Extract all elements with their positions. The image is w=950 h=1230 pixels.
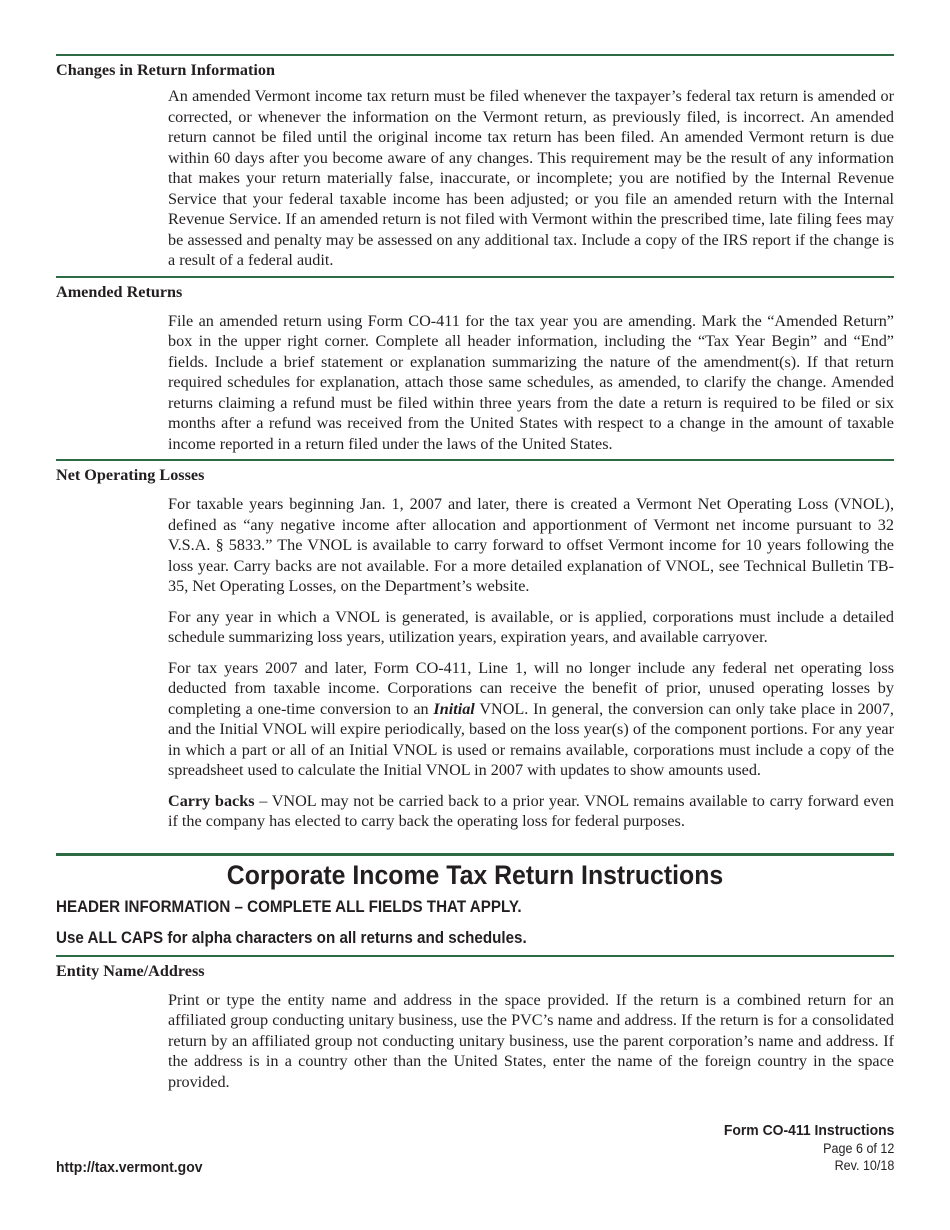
changes-paragraph: An amended Vermont income tax return must be filed whenever the taxpayer’s federal tax return is amended or corrected, or whenever the information on the Vermont return, as previously filed, is incorrect. An amended return cannot be filed until the original income tax return has been filed. An amended Vermont return is due within 60 days after you become aware of any changes. This requirement may be the result of any information that makes your return materially false, inaccurate, or incomplete; you are notified by the Internal Revenue Service that your federal taxable income has been adjusted; or you file an amended return with the Internal Revenue Service. If an amended return is not filed with Vermont within the prescribed time, late filing fees may be assessed and penalty may be assessed on any additional tax. Include a copy of the IRS report if the change is a result of a federal audit. xyxy=(168,87,894,269)
section-divider xyxy=(56,54,894,56)
section-divider xyxy=(56,955,894,957)
carry-backs-lead: Carry backs xyxy=(168,791,255,810)
changes-heading: Changes in Return Information xyxy=(56,61,275,79)
section-divider xyxy=(56,276,894,278)
form-title: Form CO-411 Instructions xyxy=(723,1122,894,1139)
page-number: Page 6 of 12 xyxy=(822,1141,894,1156)
nol-paragraph-3 xyxy=(168,658,894,781)
carry-backs-text: – VNOL may not be carried back to a prior year. VNOL remains available to carry forward even if the company has elected to carry back the operating loss for federal purposes. xyxy=(168,791,894,830)
nol-p3-text-end: VNOL. In general, the conversion can only take place in 2007, and the Initial VNOL will expire periodically, based on the loss year(s) of the component portions. For any year in which a part or all of an Initial VNOL is used or remains available, corporations must include a copy of the spreadsheet used to calculate the Initial VNOL in 2007 with updates to show amounts used. xyxy=(168,699,894,779)
page-footer-right xyxy=(711,1121,894,1174)
nol-body xyxy=(168,494,894,832)
revision-date: Rev. 10/18 xyxy=(834,1158,894,1173)
nol-paragraph-2: For any year in which a VNOL is generated, is available, or is applied, corporations must include a detailed schedule summarizing loss years, utilization years, expiration years, and available carryover. xyxy=(168,607,894,646)
amended-body xyxy=(168,311,894,455)
changes-body xyxy=(168,86,894,271)
website-link[interactable]: http://tax.vermont.gov xyxy=(56,1159,203,1176)
header-info-heading: HEADER INFORMATION – COMPLETE ALL FIELDS THAT APPLY. xyxy=(56,897,522,916)
entity-paragraph: Print or type the entity name and address in the space provided. If the return is a combined return for an affiliated group conducting unitary business, use the PVC’s name and address. If the return is for a consolidated return by an affiliated group not conducting unitary business, use the parent corporation’s name and address. If the address is in a country other than the United States, enter the name of the foreign country in the space provided. xyxy=(168,990,894,1091)
section-divider xyxy=(56,459,894,461)
all-caps-note: Use ALL CAPS for alpha characters on all returns and schedules. xyxy=(56,928,527,947)
amended-heading: Amended Returns xyxy=(56,282,183,301)
entity-heading: Entity Name/Address xyxy=(56,961,205,980)
nol-paragraph-1: For taxable years beginning Jan. 1, 2007 and later, there is created a Vermont Net Operating Loss (VNOL), defined as “any negative income after allocation and apportionment of Vermont net income pursuant to 32 V.S.A. § 5833.” The VNOL is available to carry forward to offset Vermont income for 10 years following the loss year. Carry backs are not available. For a more detailed explanation of VNOL, see Technical Bulletin TB-35, Net Operating Losses, on the Department’s website. xyxy=(168,495,894,595)
nol-p3-text-start: For tax years 2007 and later, Form CO-411, Line 1, will no longer include any federal net operating loss deducted from taxable income. Corporations can receive the benefit of prior, unused operating losses by completing a one-time conversion to an xyxy=(168,658,894,718)
entity-body xyxy=(168,990,894,1093)
nol-paragraph-4 xyxy=(168,791,894,832)
nol-heading: Net Operating Losses xyxy=(56,466,205,484)
initial-emphasis: Initial xyxy=(433,699,475,718)
document-page xyxy=(56,0,894,1092)
title-divider xyxy=(56,853,894,856)
instructions-title: Corporate Income Tax Return Instructions xyxy=(226,859,724,890)
amended-paragraph: File an amended return using Form CO-411 for the tax year you are amending. Mark the “Amended Return” box in the upper right corner. Complete all header information, including the “Tax Year Begin” and “End” fields. Include a brief statement or explanation summarizing the nature of the amendment(s). If that return required schedules for explanation, attach those same schedules, as amended, to clarify the change. Amended returns claiming a refund must be filed within three years from the date a return is required to be filed or six months after a refund was received from the United States with respect to a change in the amount of taxable income reported in a return filed under the laws of the United States. xyxy=(168,311,894,453)
